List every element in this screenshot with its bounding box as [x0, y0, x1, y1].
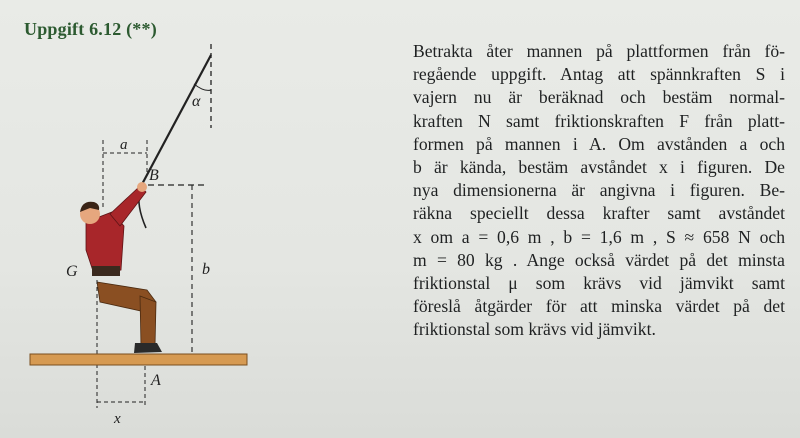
problem-line: Betrakta åter mannen på plattformen från fö-: [413, 41, 785, 61]
man-arm: [110, 186, 146, 226]
label-A: A: [151, 372, 161, 389]
label-B: B: [149, 167, 159, 184]
problem-line: räkna speciellt dessa krafter samt avståndet: [413, 203, 785, 224]
problem-line: x om a = 0,6 m , b = 1,6 m , S ≈ 658 N och: [413, 226, 785, 247]
problem-line: vajern nu är beräknad och bestäm normal-: [413, 87, 785, 108]
man-belt: [92, 266, 120, 276]
label-x: x: [114, 411, 121, 427]
problem-line: föreslå åtgärder för att minska värdet på det: [413, 296, 785, 317]
problem-line: nya dimensionerna är angivna i figuren. Be-: [413, 180, 785, 201]
label-alpha: α: [192, 93, 201, 110]
man-shin: [140, 296, 156, 346]
exercise-heading: Uppgift 6.12 (**): [24, 19, 157, 39]
problem-line: regående uppgift. Antag att spännkraften S i: [413, 64, 785, 85]
problem-line: friktionstal μ som krävs vid jämvikt samt: [413, 273, 785, 294]
problem-text: [413, 40, 785, 342]
problem-line: formen på mannen i A. Om avstånden a och: [413, 133, 785, 154]
label-G: G: [66, 263, 78, 280]
problem-line: kraften N samt friktionskraften F från platt-: [413, 110, 785, 131]
man-shoe: [134, 343, 162, 353]
alpha-angle-arc: [194, 84, 211, 90]
man-hand: [137, 182, 147, 192]
label-b: b: [202, 261, 210, 278]
platform: [30, 354, 247, 365]
problem-line: m = 80 kg . Ange också värdet på det minsta: [413, 249, 785, 270]
problem-line: b är kända, bestäm avståndet x i figuren. De: [413, 157, 785, 178]
label-a: a: [120, 137, 128, 153]
problem-line: friktionstal som krävs vid jämvikt.: [413, 319, 656, 340]
